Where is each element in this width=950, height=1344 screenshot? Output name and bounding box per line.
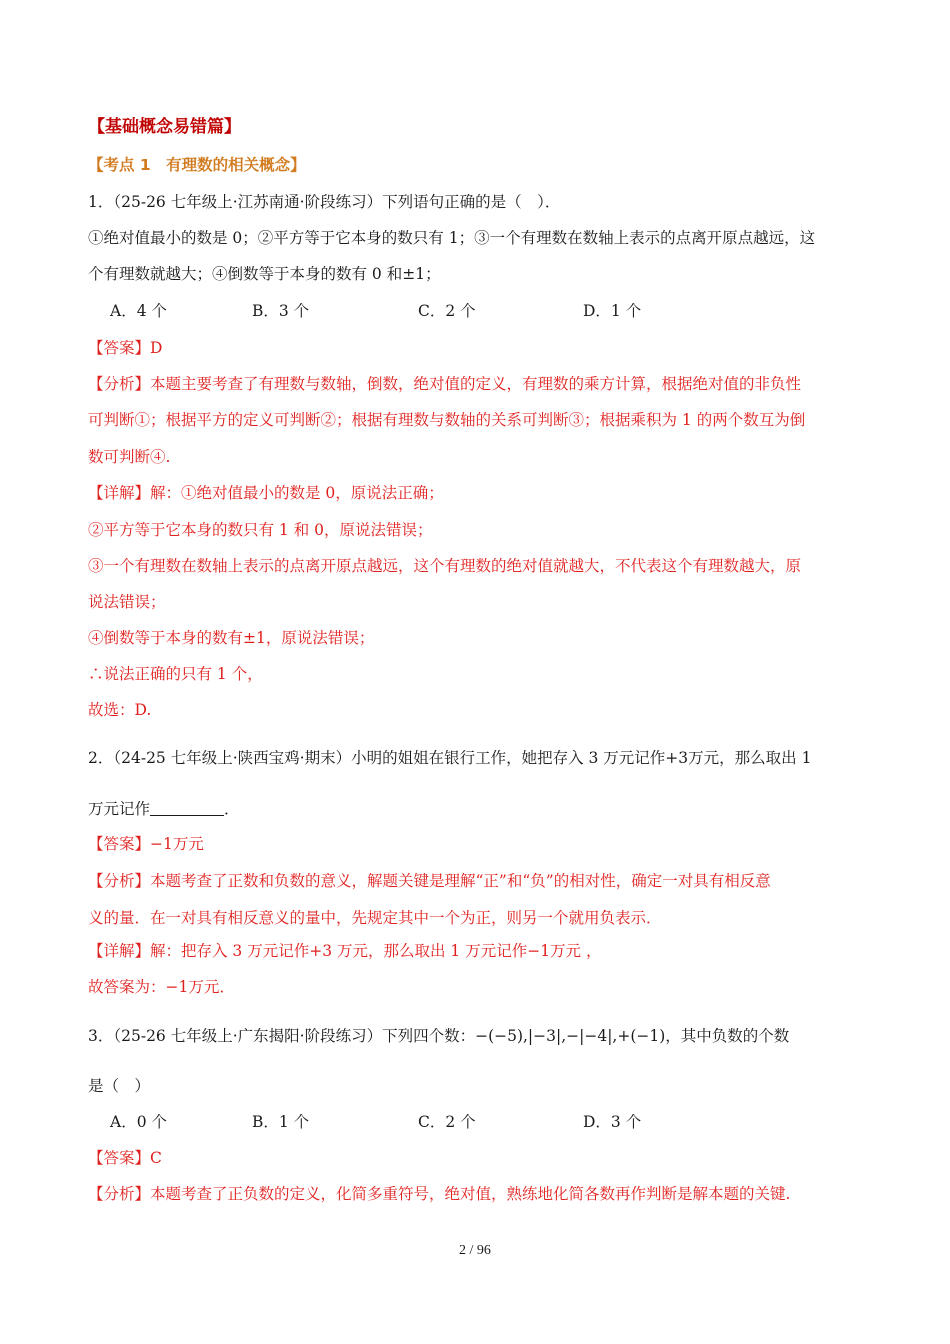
q2-stem-suffix: ． — [224, 800, 240, 818]
q2-detail-line: 【详解】解：把存入 3 万元记作+3 万元，那么取出 1 万元记作−1万元 ， — [88, 942, 602, 960]
q2-stem-line-1: 2．（24-25 七年级上·陕西宝鸡·期末）小明的姐姐在银行工作，她把存入 3 万元记作+3万元，那么取出 1 — [88, 749, 812, 767]
q2-stem-prefix: 万元记作 — [88, 800, 151, 818]
q1-statement-line-2: 个有理数就越大；④倒数等于本身的数有 0 和±1； — [88, 265, 441, 283]
kaodian-title: 【考点 1 有理数的相关概念】 — [88, 156, 306, 174]
q3-answer: 【答案】C — [88, 1149, 162, 1167]
q1-detail-line: 说法错误； — [88, 593, 166, 611]
q1-option-b: B．3 个 — [252, 302, 310, 320]
page-number: 2 / 96 — [459, 1243, 491, 1258]
q1-detail-line: 【详解】解：①绝对值最小的数是 0，原说法正确； — [88, 484, 444, 502]
section-title: 【基础概念易错篇】 — [88, 117, 241, 137]
q1-analysis-line: 数可判断④. — [88, 448, 171, 466]
q3-option-a: A．0 个 — [110, 1113, 167, 1131]
q1-stem: 1．（25-26 七年级上·江苏南通·阶段练习）下列语句正确的是（ ）． — [88, 193, 561, 211]
q3-analysis: 【分析】本题考查了正负数的定义，化简多重符号，绝对值，熟练地化简各数再作判断是解本题的关键. — [88, 1185, 791, 1203]
q1-analysis-line: 【分析】本题主要考查了有理数与数轴，倒数，绝对值的定义，有理数的乘方计算，根据绝对值的非负性 — [88, 375, 802, 393]
q1-statement-line-1: ①绝对值最小的数是 0；②平方等于它本身的数只有 1；③一个有理数在数轴上表示的点离开原点越远，这 — [88, 229, 816, 247]
q2-analysis-line: 【分析】本题考查了正数和负数的意义，解题关键是理解“正”和“负”的相对性，确定一对具有相反意 — [88, 872, 771, 890]
q1-detail-line: ∴说法正确的只有 1 个， — [88, 665, 263, 683]
q3-option-c: C．2 个 — [418, 1113, 476, 1131]
q1-detail-line: ②平方等于它本身的数只有 1 和 0，原说法错误； — [88, 521, 433, 539]
q3-stem-line-1: 3．（25-26 七年级上·广东揭阳·阶段练习）下列四个数：−(−5),|−3|,−|−4|,+(−1)，其中负数的个数 — [88, 1027, 790, 1045]
q2-detail-line: 故答案为：−1万元． — [88, 978, 235, 996]
q2-stem-line-2 — [88, 799, 880, 819]
q3-option-b: B．1 个 — [252, 1113, 310, 1131]
q2-answer: 【答案】−1万元 — [88, 835, 204, 853]
q1-detail-line: ④倒数等于本身的数有±1，原说法错误； — [88, 629, 375, 647]
q1-detail-line: 故选：D. — [88, 701, 152, 719]
q1-analysis-line: 可判断①；根据平方的定义可判断②；根据有理数与数轴的关系可判断③；根据乘积为 1 的两个数互为倒 — [88, 411, 806, 429]
q1-option-d: D．1 个 — [583, 302, 642, 320]
q1-option-c: C．2 个 — [418, 302, 476, 320]
q2-analysis-line: 义的量．在一对具有相反意义的量中，先规定其中一个为正，则另一个就用负表示． — [88, 909, 662, 927]
q3-option-d: D．3 个 — [583, 1113, 642, 1131]
q1-detail-line: ③一个有理数在数轴上表示的点离开原点越远，这个有理数的绝对值就越大，不代表这个有理数越大，原 — [88, 557, 802, 575]
q2-answer-blank[interactable] — [150, 799, 224, 816]
q3-stem-line-2: 是（ ） — [88, 1077, 151, 1095]
q1-option-a: A．4 个 — [110, 302, 167, 320]
q1-answer: 【答案】D — [88, 339, 163, 357]
